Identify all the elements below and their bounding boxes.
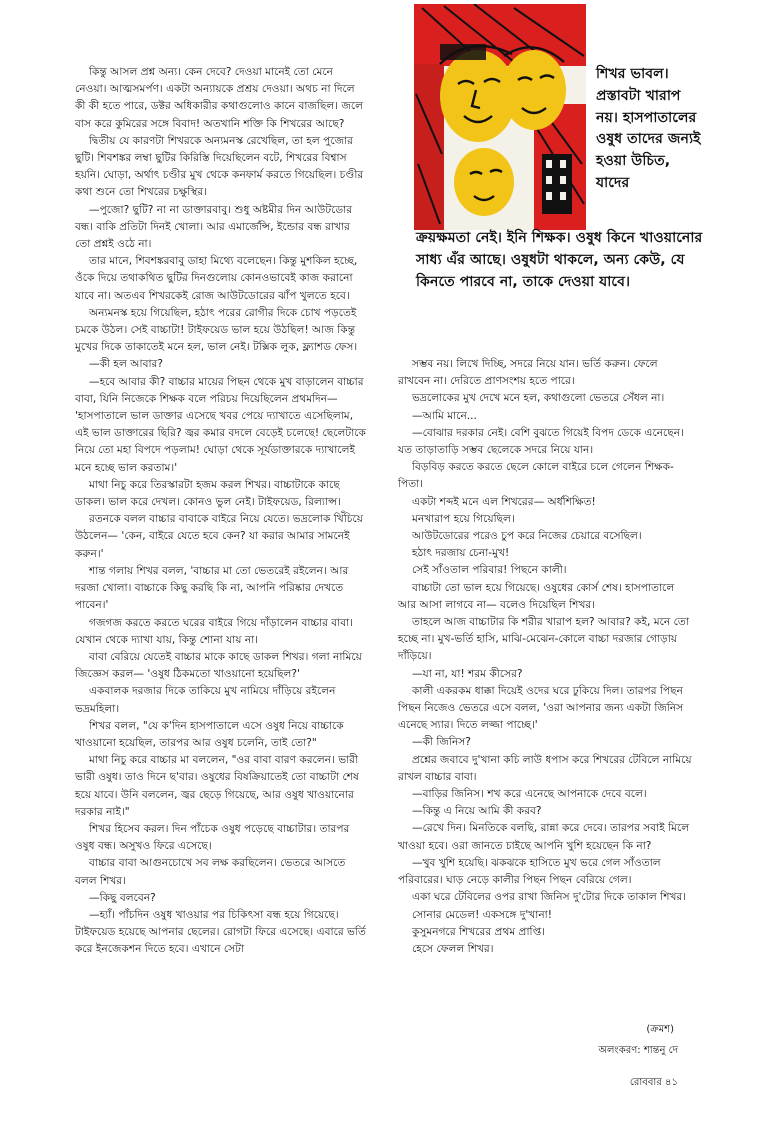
paragraph: —আমি মানে... bbox=[412, 409, 477, 422]
paragraph: তাহলে আজ বাচ্চাটার কি শরীর খারাপ হল? আবার? কই, মনে তো হচ্ছে না। মুখ-ভর্তি হাসি, মাঝি-মেঝেন-কোলে বাচ্চা দরজার গোড়ায় দাঁড়িয়ে। bbox=[398, 616, 689, 663]
paragraph: মাথা নিচু করে বাচ্চার মা বললেন, "ওর বাবা বারণ করলেন। ভারী ভারী ওষুধ। তাও দিনে ছ'বার। ওষুধের বিষক্রিয়াতেই তো বাচ্চাটা শেষ হয়ে যাবে। উনি বললেন, জ্বর ছেড়ে গিয়েছে, আর ওষুধ খাওয়ানোর দরকার নাই।" bbox=[75, 754, 359, 818]
paragraph: ভদ্রলোকের মুখ দেখে মনে হল, কথাগুলো ভেতরে সেঁধল না। bbox=[412, 392, 665, 405]
face-child bbox=[454, 148, 514, 216]
paragraph: শিখর বলল, "যে ক'দিন হাসপাতালে এসে ওষুধ নিয়ে বাচ্চাকে খাওয়ানো হয়েছিল, তারপর আর ওষুধ চলেনি, তাই তো?" bbox=[75, 719, 344, 749]
paragraph: বাচ্চাটা তো ভাল হয়ে গিয়েছে। ওষুধের কোর্স শেষ। হাসপাতালে আর আসা লাগবে না— বলেও দিয়েছিল শিখর। bbox=[398, 581, 675, 611]
paragraph: বাবা বেরিয়ে যেতেই বাচ্চার মাকে কাছে ডাকল শিখর। গলা নামিয়ে জিজ্ঞেস করল— 'ওষুধ ঠিকমতো খাওয়ানো হয়েছিল?' bbox=[75, 650, 362, 681]
right-column bbox=[398, 356, 692, 958]
red-block-top bbox=[414, 4, 586, 66]
paragraph: হঠাৎ দরজায় চেনা-মুখ! bbox=[412, 547, 510, 560]
paragraph: —হ্যাঁ। পাঁচদিন ওষুধ খাওয়ার পর চিকিৎসা বন্ধ হয়ে গিয়েছে। টাইফয়েড হয়েছে আপনার ছেলের। রোগটা ফিরে এসেছে। এবারে ভর্তি করে ইনজেকশন দিতে হবে। এখানে সেটা bbox=[75, 908, 366, 956]
page-footer: রোববার ৪১ bbox=[629, 1077, 678, 1088]
hair-patch bbox=[440, 44, 486, 60]
pull-quote: শিখর ভাবল। প্রস্তাবটা খারাপ নয়। হাসপাতালের ওষুধ তাদের জন্যই হওয়া উচিত, যাদের bbox=[596, 66, 701, 191]
paragraph: সোনার মেডেল! একসঙ্গে দু'খানা! bbox=[412, 908, 552, 921]
paragraph: —কী হল আবার? bbox=[89, 358, 164, 371]
paragraph: মাথা নিচু করে তিরস্কারটা হজম করল শিখর। বাচ্চাটাকে কাছে ডাকল। ভাল করে দেখল। কোনও ভুল নেই। টাইফয়েড, রিল্যাপ্স। bbox=[75, 478, 341, 509]
paragraph: —খুব খুশি হয়েছি। ঝকঝকে হাসিতে মুখ ভরে গেল সাঁওতাল পরিবারের। ঘাড় নেড়ে কালীর পিছন পিছন বেরিয়ে গেল। bbox=[398, 856, 661, 887]
illustration-credit: অলংকরণ: শান্তনু দে bbox=[598, 1045, 678, 1056]
story-illustration bbox=[414, 4, 586, 230]
paragraph: —যা না, যা! শরম কীসের? bbox=[412, 667, 523, 680]
paragraph: আউটডোরের পরেও চুপ করে নিজের চেয়ারে বসেছিল। bbox=[412, 530, 642, 543]
paragraph: প্রশ্নের জবাবে দু'খানা কচি লাউ ধপাস করে শিখরের টেবিলে নামিয়ে রাখল বাচ্চার বাবা। bbox=[398, 753, 692, 783]
paragraph: তার মানে, শিবশঙ্করবাবু ডাহা মিথ্যে বলেছেন। কিন্তু মুশকিল হচ্ছে, ওঁকে দিয়ে তথাকথিত ছুটির দিনগুলোয় কোনওভাবেই কাজ করানো যাবে না। অতএব শিখরকেই রোজ আউটডোরের ঝাঁপ খুলতে হবে। bbox=[75, 255, 358, 302]
continued-note: (ক্রমশ) bbox=[646, 1024, 674, 1035]
paragraph: কুসুমনগরে শিখরের প্রথম প্রাপ্তি। bbox=[412, 925, 546, 938]
pull-quote-continuation: ক্রয়ক্ষমতা নেই। ইনি শিক্ষক। ওষুধ কিনে খাওয়ানোর সাধ্য এঁর আছে। ওষুধটা থাকলে, অন্য কেউ, যে কিনতে পারবে না, তাকে দেওয়া যাবে। bbox=[416, 230, 703, 290]
paragraph: —বোঝার দরকার নেই। বেশি বুঝতে গিয়েই বিপদ ডেকে এনেছেন। যত তাড়াতাড়ি সম্ভব ছেলেকে সদরে নিয়ে যান। bbox=[398, 426, 684, 457]
paragraph: বাচ্চার বাবা আগুনচোখে সব লক্ষ করছিলেন। ভেতরে আসতে বলল শিখর। bbox=[75, 857, 346, 887]
paragraph: —কিন্তু এ নিয়ে আমি কী করব? bbox=[412, 805, 542, 818]
left-column bbox=[75, 64, 367, 959]
paragraph: বিড়বিড় করতে করতে ছেলে কোলে বাইরে চলে গেলেন শিক্ষক-পিতা। bbox=[398, 461, 674, 491]
paragraph: রতনকে বলল বাচ্চার বাবাকে বাইরে নিয়ে যেতে। ভদ্রলোক খিঁচিয়ে উঠলেন— 'কেন, বাইরে যেতে হবে কেন? যা করার আমার সামনেই করুন।' bbox=[75, 513, 363, 560]
paragraph: —কী জিনিস? bbox=[412, 736, 471, 749]
paragraph: সম্ভব নয়। লিখে দিচ্ছি, সদরে নিয়ে যান। ভর্তি করুন। ফেলে রাখবেন না। দেরিতে প্রাণসংশয় হতে পারে। bbox=[398, 358, 658, 388]
paragraph: —বাড়ির জিনিস। শখ করে এনেছে আপনাকে দেবে বলে। bbox=[412, 788, 647, 801]
paragraph: শিখর হিসেব করল। দিন পাঁচেক ওষুধ পড়েছে বাচ্চাটার। তারপর ওষুধ বন্ধ। অসুখও ফিরে এসেছে। bbox=[75, 822, 350, 853]
paragraph: মনখারাপ হয়ে গিয়েছিল। bbox=[412, 512, 515, 525]
paragraph: সেই সাঁওতাল পরিবার! পিছনে কালী। bbox=[412, 564, 567, 577]
paragraph: হেসে ফেলল শিখর। bbox=[412, 942, 494, 955]
paragraph: একবালক দরজার দিকে তাকিয়ে মুখ নামিয়ে দাঁড়িয়ে রইলেন ভদ্রমহিলা। bbox=[75, 685, 336, 715]
paragraph: অন্যমনস্ক হয়ে গিয়েছিল, হঠাৎ পরের রোগীর দিকে চোখ পড়তেই চমকে উঠল। সেই বাচ্চাটা! টাইফয়েড ভাল হয়ে উঠছিল! আজ কিন্তু মুখের দিকে তাকাতেই মনে হল, ভাল নেই। টক্সিক লুক, ফ্ল্যাশড ফেস। bbox=[75, 306, 358, 354]
paragraph: —রেখে দিন। মিনতিকে বলছি, রান্না করে দেবে। তারপর সবাই মিলে খাওয়া হবে। ওরা জানতে চাইছে আপনি খুশি হয়েছেন কি না? bbox=[398, 822, 690, 852]
face-right bbox=[502, 50, 566, 130]
paragraph: —হবে আবার কী? বাচ্চার মায়ের পিছন থেকে মুখ বাড়ালেন বাচ্চার বাবা, যিনি নিজেকে শিক্ষক বলে পরিচয় দিয়েছিলেন প্রথমদিন— 'হাসপাতালে ভাল ডাক্তার এসেছে খবর পেয়ে দ্যাখাতে এসেছিলাম, এই ভাল ডাক্তারের ছিরি? জ্বর কমার বদলে বেড়েই চলেছে! ছেলেটাকে নিয়ে তো মহা বিপদে পড়লাম! ঘোড়া থেকে সূর্যডাক্তারকে দ্যাখালেই মনে হচ্ছে ভাল করতাম।' bbox=[75, 375, 366, 474]
paragraph: শান্ত গলায় শিখর বলল, 'বাচ্চার মা তো ভেতরেই রইলেন। আর দরজা খোলা। বাচ্চাকে কিছু করছি কি না, আপনি পরিষ্কার দেখতে পাবেন।' bbox=[75, 564, 349, 612]
paragraph: দ্বিতীয় যে কারণটা শিখরকে অন্যমনস্ক রেখেছিল, তা হল পুজোর ছুটি। শিবশঙ্কর লম্বা ছুটির কিরিস্তি দিয়েছিলেন বটে, শিখরের বিশ্বাস হয়নি। ঘোড়া, অর্থাৎ চণ্ডীর মুখ থেকে কনফার্ম করতে গিয়েছিল। চণ্ডীর কথা শুনে তো শিখরের চক্ষুস্থির। bbox=[75, 134, 364, 199]
paragraph: কালী একরকম ধাক্কা দিয়েই ওদের ঘরে ঢুকিয়ে দিল। তারপর পিছন পিছন নিজেও ভেতরে এসে বলল, 'ওরা আপনার জন্য একটা জিনিস এনেছে স্যার। দিতে লজ্জা পাচ্ছে।' bbox=[398, 684, 684, 732]
paragraph: গজগজ করতে করতে ঘরের বাইরে গিয়ে দাঁড়ালেন বাচ্চার বাবা। যেখান থেকে দ্যাখা যায়, কিন্তু শোনা যায় না। bbox=[75, 616, 353, 646]
paragraph: একা ঘরে টেবিলের ওপর রাখা জিনিস দু'টোর দিকে তাকাল শিখর। bbox=[412, 891, 687, 904]
paragraph: —পুজো? ছুটি? না না ডাক্তারবাবু। শুধু অষ্টমীর দিন আউটডোর বন্ধ। বাকি প্রতিটা দিনই খোলা। আর এমার্জেন্সি, ইন্ডোর বন্ধ রাখার তো প্রশ্নই ওঠে না। bbox=[75, 203, 353, 251]
paragraph: কিন্তু আসল প্রশ্ন অন্য। কেন দেবে? দেওয়া মানেই তো মেনে নেওয়া। আত্মসমর্পণ। একটা অন্যায়কে প্রশ্রয় দেওয়া। অথচ না দিলে কী কী হতে পারে, ডক্টর অধিকারীর কথাগুলোও কানে বাজছিল। জলে বাস করে কুমিরের সঙ্গে বিবাদ! অতখানি শক্তি কি শিখরের আছে? bbox=[75, 66, 364, 130]
paragraph: —কিছু বলবেন? bbox=[89, 891, 156, 904]
paragraph: একটা শব্দই মনে এল শিখরের— অর্ধশিক্ষিত! bbox=[412, 495, 596, 508]
